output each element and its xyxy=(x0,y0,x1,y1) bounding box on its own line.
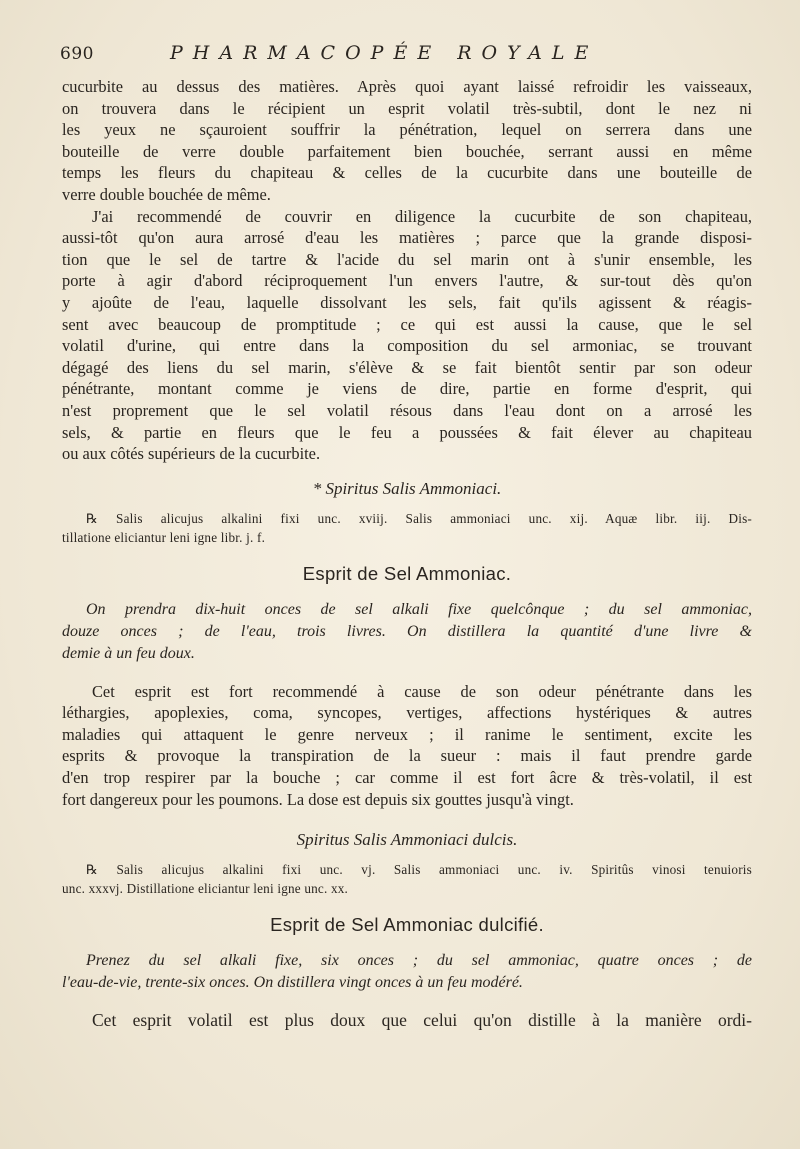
latin-recipe-dulcis: ℞ Salis alicujus alkalini fixi unc. vj. Salis ammoniaci unc. iv. Spiritûs vinosi tenuioris unc. xxxvj. Distillatione eliciantur leni igne unc. xx. xyxy=(62,862,752,897)
latin-title-spiritus-dulcis: Spiritus Salis Ammoniaci dulcis. xyxy=(296,830,518,850)
running-title: PHARMACOPÉE ROYALE xyxy=(170,42,599,64)
page-header xyxy=(60,42,750,72)
french-title-esprit-dulcifie: Esprit de Sel Ammoniac dulcifié. xyxy=(270,914,544,936)
commentary-paragraph-dulcis: Cet esprit volatil est plus doux que celui qu'on distille à la manière ordi- xyxy=(92,1010,752,1031)
page-number: 690 xyxy=(60,44,94,64)
french-title-esprit-de-sel-ammoniac: Esprit de Sel Ammoniac. xyxy=(302,562,512,584)
text-body xyxy=(62,76,752,1032)
french-recipe-dulcis: Prenez du sel alkali fixe, six onces ; du sel ammoniac, quatre onces ; de l'eau-de-vie, trente-six onces. On distillera vingt onces à un feu modéré. xyxy=(62,952,752,992)
latin-recipe: ℞ Salis alicujus alkalini fixi unc. xviij. Salis ammoniaci unc. xij. Aquæ libr. iij. Dis- tillatione eliciantur leni igne libr. j. f. xyxy=(62,510,752,545)
latin-title-spiritus-salis-ammoniaci: * Spiritus Salis Ammoniaci. xyxy=(312,478,502,498)
paragraph-explanation: J'ai recommendé de couvrir en diligence la cucurbite de son chapiteau, aussi-tôt qu'on aura arrosé d'eau les matières ; parce que la grande disposi- tion que le sel de tartre & l'acide du sel marin ont à s'unir ensemble, les porte à agir d'abord réciproquement l'un envers l'autre, & sur-tout dès qu'on y ajoûte de l'eau, laquelle dissolvant les sels, fait qu'ils agissent & réagis- sent avec beaucoup de promptitude ; ce qui est aussi la cause, que le sel volatil d'urine, qui entre dans la composition du sel armoniac, se trouvant dégagé des liens du sel marin, s'élève & se fait bientôt sentir par son odeur pénétrante, montant comme je viens de dire, partie en forme d'esprit, qui n'est proprement que le sel volatil résous dans l'eau dont on a arrosé les sels, & partie en fleurs que le feu a poussées & fait élever au chapiteau ou aux côtés supérieurs de la cucurbite. xyxy=(62,206,752,464)
french-recipe: On prendra dix-huit onces de sel alkali fixe quelcônque ; du sel ammoniac, douze onces ; de l'eau, trois livres. On distillera la quantité d'une livre & demie à un feu doux. xyxy=(62,600,752,662)
paragraph-continuation: cucurbite au dessus des matières. Après quoi ayant laissé refroidir les vaisseaux, on trouvera dans le récipient un esprit volatil très-subtil, dont le nez ni les yeux ne sçauroient souffrir la pénétration, lequel on serrera dans une bouteille de verre double parfaitement bien bouchée, serrant aussi en même temps les fleurs du chapiteau & celles de la cucurbite dans une bouteille de verre double bouchée de même. xyxy=(62,77,752,204)
commentary-paragraph: Cet esprit est fort recommendé à cause de son odeur pénétrante dans les léthargies, apoplexies, coma, syncopes, vertiges, affections hystériques & autres maladies qui attaquent le genre nerveux ; il ranime le sentiment, excite les esprits & provoque la transpiration de la sueur : mais il faut prendre garde d'en trop respirer par la bouche ; car comme il est fort âcre & très-volatil, il est fort dangereux pour les poumons. La dose est depuis six gouttes jusqu'à vingt. xyxy=(62,681,752,809)
